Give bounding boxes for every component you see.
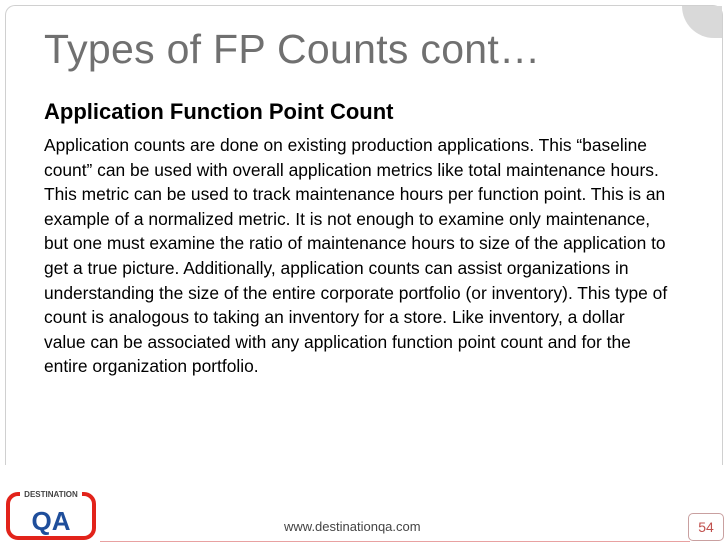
slide-title: Types of FP Counts cont… (44, 26, 541, 72)
footer-divider (100, 541, 690, 542)
destination-qa-logo (4, 478, 98, 542)
corner-decoration (682, 6, 722, 38)
slide-body-text: Application counts are done on existing production applications. This “baseline count” can be used with overall application metrics like total maintenance hours. This metric can be used to track maintenance hours per function point. This is an example of a normalized metric. It is not enough to examine only maintenance, but one must examine the ratio of maintenance hours to size of the application to get a true picture. Additionally, application counts can assist organizations in understanding the size of the entire corporate portfolio (or inventory). This type of count is analogous to taking an inventory for a store. Like inventory, a dollar value can be associated with any application function point count and for the entire organization portfolio. (44, 135, 668, 377)
logo-top-text: DESTINATION (24, 490, 78, 499)
slide-subtitle: Application Function Point Count (44, 99, 394, 124)
page-number: 54 (688, 513, 724, 541)
footer-url: www.destinationqa.com (284, 519, 421, 534)
logo-main-text: QA (31, 506, 71, 536)
